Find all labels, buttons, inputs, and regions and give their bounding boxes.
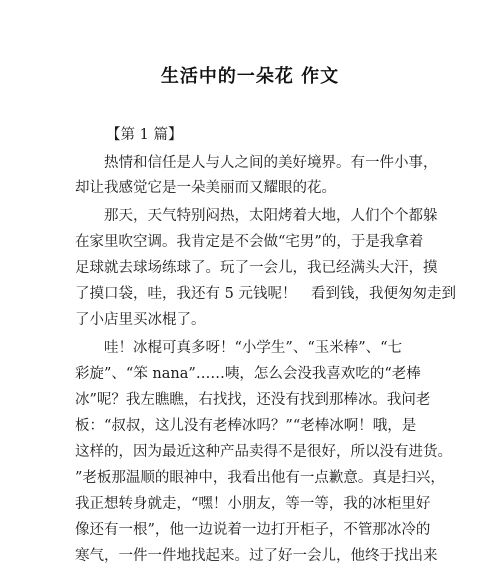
paragraph-line: 板：“叔叔，这儿没有老棒冰吗？”“老棒冰啊！哦，是 <box>75 418 417 434</box>
paragraph-line: 寒气，一件一件地找起来。过了好一会儿，他终于找出来 <box>75 548 438 564</box>
paragraph-line: 冰”呢？我左瞧瞧，右找找，还没有找到那棒冰。我问老 <box>75 392 431 408</box>
section-heading: 【第 1 篇】 <box>106 127 183 143</box>
paragraph-line: 这样的，因为最近这种产品卖得不是很好，所以没有进货。 <box>75 444 452 460</box>
paragraph-line: 了小店里买冰棍了。 <box>75 312 206 328</box>
paragraph-line: 像还有一根”，他一边说着一边打开柜子，不管那冰冷的 <box>75 522 431 538</box>
paragraph-line: 我正想转身就走，“嘿！小朋友，等一等，我的冰柜里好 <box>75 496 431 512</box>
paragraph-line: 在家里吹空调。我肯定是不会做“宅男”的，于是我拿着 <box>75 234 424 250</box>
paragraph-line: 热情和信任是人与人之间的美好境界。有一件小事， <box>104 155 438 171</box>
document-title: 生活中的一朵花 作文 <box>160 66 340 87</box>
paragraph-line: 彩旋”、“笨 nana”……咦，怎么会没我喜欢吃的“老棒 <box>75 366 421 382</box>
paragraph-line: 哇！冰棍可真多呀！“小学生”、“玉米棒”、“七 <box>104 340 403 356</box>
paragraph-line: 了摸口袋，哇，我还有 5 元钱呢！ 看到钱，我便匆匆走到 <box>75 286 456 302</box>
paragraph-line: 足球就去球场练球了。玩了一会儿，我已经满头大汗，摸 <box>75 260 438 276</box>
paragraph-line: ”老板那温顺的眼神中，我看出他有一点歉意。真是扫兴， <box>75 470 445 486</box>
paragraph-line: 那天，天气特别闷热，太阳烤着大地，人们个个都躲 <box>104 208 438 224</box>
paragraph-line: 却让我感觉它是一朵美丽而又耀眼的花。 <box>75 180 336 196</box>
